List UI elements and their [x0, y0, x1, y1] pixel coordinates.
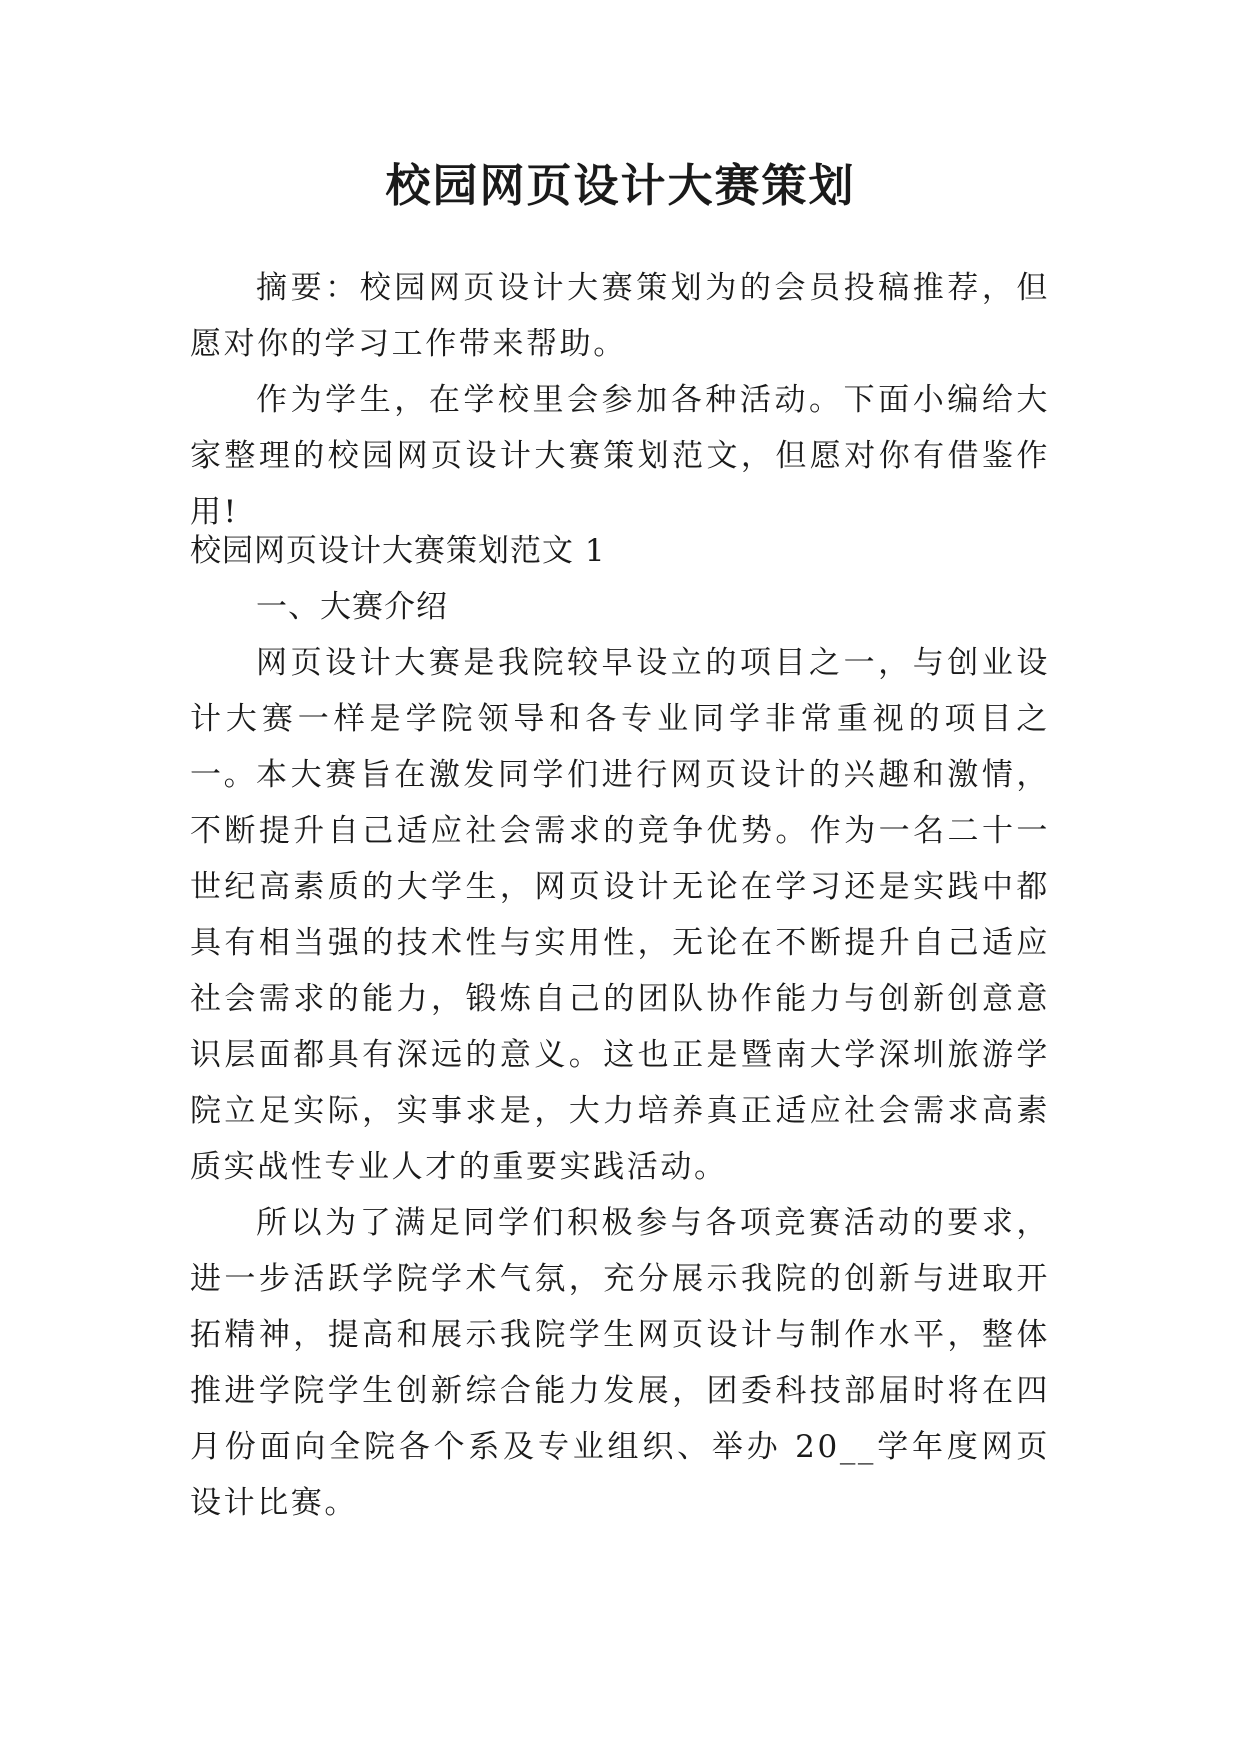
paragraph-1: 网页设计大赛是我院较早设立的项目之一，与创业设计大赛一样是学院领导和各专业同学非常重视的项目之一。 — [190, 645, 1050, 793]
subsection-title: 一、大赛介绍 — [256, 589, 448, 625]
paragraph-3: 所以为了满足同学们积极参与各项竞赛活动的要求，进一步活跃学院学术气氛，充分展示我院的创新与进取开拓精神，提高和展示我院学生网页设计与制作水平，整体推进学院学生创新综合能力发展，团委科技部届时将在四月份面向全院各个系及专业组织、举办 20__学年度网页设计比赛。 — [190, 1205, 1050, 1521]
section-title: 校园网页设计大赛策划范文 1 — [190, 533, 606, 569]
intro-paragraph: 作为学生，在学校里会参加各种活动。下面小编给大家整理的校园网页设计大赛策划范文，但愿对你有借鉴作用! — [190, 382, 1050, 530]
abstract-paragraph: 摘要：校园网页设计大赛策划为的会员投稿推荐，但愿对你的学习工作带来帮助。 — [190, 270, 1050, 362]
paragraph-2: 本大赛旨在激发同学们进行网页设计的兴趣和激情，不断提升自己适应社会需求的竞争优势。作为一名二十一世纪高素质的大学生，网页设计无论在学习还是实践中都具有相当强的技术性与实用性，无论在不断提升自己适应社会需求的能力，锻炼自己的团队协作能力与创新创意意识层面都具有深远的意义。这也正是暨南大学深圳旅游学院立足实际，实事求是，大力培养真正适应社会需求高素质实战性专业人才的重要实践活动。 — [190, 757, 1050, 1185]
document-title: 校园网页设计大赛策划 — [385, 159, 856, 212]
